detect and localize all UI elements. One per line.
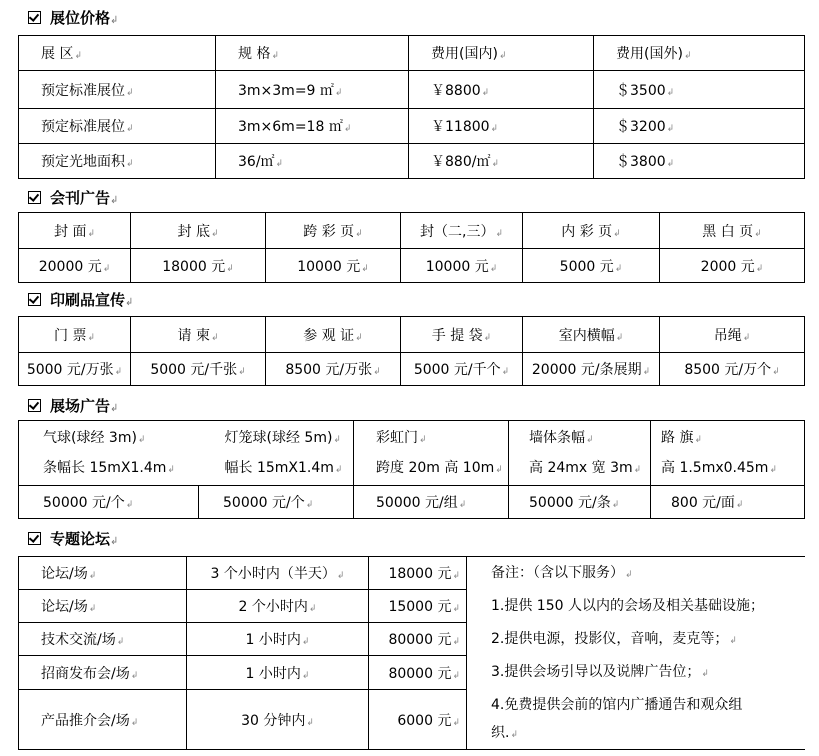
table-cell: 10000 元 ↲: [266, 249, 401, 283]
table-cell: 1 小时内 ↲: [187, 656, 369, 690]
table-cell: 2 个小时内 ↲: [187, 590, 369, 623]
table-cell: 5000 元 ↲: [523, 249, 660, 283]
header-cell: 规 格 ↲: [216, 36, 409, 71]
section-heading-booth-price: 展位价格↲: [28, 8, 118, 28]
table-cell: 6000 元 ↲: [369, 690, 467, 750]
table-cell: ＄3500 ↲: [594, 71, 805, 109]
header-cell: 手 提 袋 ↲: [401, 317, 523, 353]
table-cell: 产品推介会/场 ↲: [19, 690, 187, 750]
table-cell: 5000 元/万张 ↲: [19, 353, 131, 386]
table-cell: 5000 元/千张 ↲: [131, 353, 266, 386]
table-row: [19, 557, 805, 590]
table-row: [19, 144, 805, 179]
venue-ads-table: [18, 420, 805, 519]
table-cell: 招商发布会/场 ↲: [19, 656, 187, 690]
table-cell: 3 个小时内（半天） ↲: [187, 557, 369, 590]
header-cell: 跨 彩 页 ↲: [266, 213, 401, 249]
journal-ads-table: [18, 212, 805, 283]
checkbox-checked-icon: [28, 293, 41, 306]
header-cell: 室内横幅 ↲: [523, 317, 660, 353]
table-cell: 8500 元/万张 ↲: [266, 353, 401, 386]
table-cell: 18000 元 ↲: [369, 557, 467, 590]
table-cell: 8500 元/万个 ↲: [660, 353, 805, 386]
table-row: [19, 249, 805, 283]
table-cell: 2000 元 ↲: [660, 249, 805, 283]
table-cell: 20000 元 ↲: [19, 249, 131, 283]
table-row: [19, 353, 805, 386]
notes-title: 备注：（含以下服务） ↲: [491, 557, 805, 590]
table-cell: ￥11800 ↲: [409, 109, 594, 144]
notes-item: 3.提供会场引导以及说牌广告位； ↲: [491, 656, 805, 689]
table-header-row: [19, 213, 805, 249]
forum-table: [18, 556, 805, 750]
section-heading-venue-ads: 展场广告↲: [28, 396, 118, 416]
table-cell: 1 小时内 ↲: [187, 623, 369, 656]
table-cell: 3m×3m=9 ㎡ ↲: [216, 71, 409, 109]
table-cell: 30 分钟内 ↲: [187, 690, 369, 750]
notes-item: 4.免费提供会前的馆内广播通告和观众组: [491, 697, 743, 713]
table-cell: 预定标准展位 ↲: [19, 71, 216, 109]
table-row: [19, 486, 805, 519]
header-cell: 费用(国外) ↲: [594, 36, 805, 71]
header-cell: 吊绳 ↲: [660, 317, 805, 353]
table-row: [19, 71, 805, 109]
table-cell: 50000 元/个 ↲: [19, 486, 199, 519]
table-cell: 路 旗 ↲ 高 1.5mx0.45m ↲: [651, 421, 805, 486]
table-cell: 墙体条幅 ↲ 高 24mx 宽 3m ↲: [509, 421, 651, 486]
notes-item: 2.提供电源，投影仪，音响，麦克等； ↲: [491, 623, 805, 656]
checkbox-checked-icon: [28, 532, 41, 545]
booth-price-table: [18, 35, 805, 179]
table-cell: ＄3200 ↲: [594, 109, 805, 144]
table-cell: 50000 元/组 ↲: [354, 486, 509, 519]
header-cell: 封 底 ↲: [131, 213, 266, 249]
table-cell: ＄3800 ↲: [594, 144, 805, 179]
header-cell: 封（二,三） ↲: [401, 213, 523, 249]
section-heading-print-ads: 印刷品宣传↲: [28, 290, 133, 310]
table-cell: 10000 元 ↲: [401, 249, 523, 283]
table-row: [19, 421, 805, 486]
table-cell: 80000 元 ↲: [369, 623, 467, 656]
table-header-row: [19, 36, 805, 71]
table-row: [19, 109, 805, 144]
table-cell: ￥8800 ↲: [409, 71, 594, 109]
header-cell: 门 票 ↲: [19, 317, 131, 353]
checkbox-checked-icon: [28, 399, 41, 412]
header-cell: 黑 白 页 ↲: [660, 213, 805, 249]
notes-cell: [467, 557, 805, 750]
header-cell: 请 柬 ↲: [131, 317, 266, 353]
table-header-row: [19, 317, 805, 353]
checkbox-checked-icon: [28, 191, 41, 204]
header-cell: 展 区 ↲: [19, 36, 216, 71]
header-cell: 参 观 证 ↲: [266, 317, 401, 353]
notes-item: 织. ↲: [491, 722, 805, 744]
table-cell: 5000 元/千个 ↲: [401, 353, 523, 386]
table-cell: 36/㎡ ↲: [216, 144, 409, 179]
table-cell: 18000 元 ↲: [131, 249, 266, 283]
table-cell: 80000 元 ↲: [369, 656, 467, 690]
table-cell: 论坛/场 ↲: [19, 557, 187, 590]
table-cell: 50000 元/个 ↲: [199, 486, 354, 519]
section-heading-forum: 专题论坛↲: [28, 529, 118, 549]
notes-item: 1.提供 150 人以内的会场及相关基础设施；: [491, 598, 764, 614]
header-cell: 费用(国内) ↲: [409, 36, 594, 71]
header-cell: 内 彩 页 ↲: [523, 213, 660, 249]
table-cell: 预定光地面积 ↲: [19, 144, 216, 179]
table-cell: 灯笼球(球经 5m) ↲ 幅长 15mX1.4m ↲: [199, 421, 354, 486]
table-cell: 50000 元/条 ↲: [509, 486, 651, 519]
table-cell: 15000 元 ↲: [369, 590, 467, 623]
table-cell: 预定标准展位 ↲: [19, 109, 216, 144]
table-cell: 20000 元/条展期 ↲: [523, 353, 660, 386]
section-heading-journal-ads: 会刊广告↲: [28, 188, 118, 208]
header-cell: 封 面 ↲: [19, 213, 131, 249]
print-ads-table: [18, 316, 805, 386]
table-cell: 800 元/面 ↲: [651, 486, 805, 519]
table-cell: 3m×6m=18 ㎡ ↲: [216, 109, 409, 144]
table-cell: ￥880/㎡ ↲: [409, 144, 594, 179]
table-cell: 技术交流/场 ↲: [19, 623, 187, 656]
checkbox-checked-icon: [28, 11, 41, 24]
table-cell: 论坛/场 ↲: [19, 590, 187, 623]
table-cell: 气球(球经 3m) ↲ 条幅长 15mX1.4m ↲: [19, 421, 199, 486]
table-cell: 彩虹门 ↲ 跨度 20m 高 10m ↲: [354, 421, 509, 486]
